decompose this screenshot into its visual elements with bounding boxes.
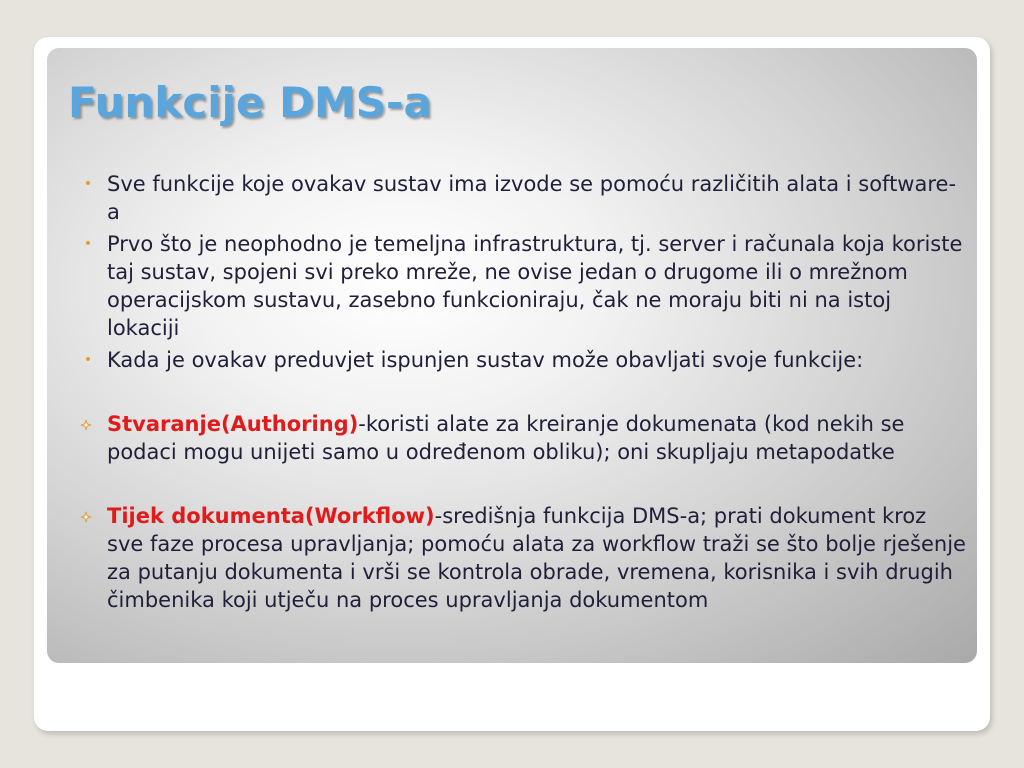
bullet-item — [107, 410, 967, 466]
dot-bullet-icon: • — [83, 176, 93, 192]
dot-bullet-icon: • — [83, 236, 93, 252]
bullet-text: -središnja funkcija DMS-a; prati dokument kroz sve faze procesa upravljanja; pomoću alata za workflow traži se što bolje rješenje za putanju dokumenta i vrši se kontrola obrade, vremena, korisnika i svih drugih čimbenika koji utječu na proces upravljanja dokumentom — [107, 504, 966, 612]
bullet-highlight: Tijek dokumenta(Workflow) — [107, 504, 435, 528]
slide-title: Funkcije DMS-a — [68, 78, 432, 127]
bullet-item — [83, 346, 967, 374]
bullet-item — [83, 230, 967, 342]
diamond-bullet-icon — [80, 511, 92, 523]
bullet-item — [83, 170, 967, 226]
dot-bullet-icon: • — [83, 352, 93, 368]
bullet-highlight: Stvaranje(Authoring) — [107, 412, 359, 436]
bullet-text: Kada je ovakav preduvjet ispunjen sustav može obavljati svoje funkcije: — [107, 348, 864, 372]
diamond-bullet-icon — [80, 419, 92, 431]
bullet-item — [107, 502, 967, 614]
bullet-text: -koristi alate za kreiranje dokumenata (kod nekih se podaci mogu unijeti samo u određenom obliku); oni skupljaju metapodatke — [107, 412, 905, 464]
bullet-text: Sve funkcije koje ovakav sustav ima izvode se pomoću različitih alata i software-a — [107, 172, 957, 224]
bullet-text: Prvo što je neophodno je temeljna infrastruktura, tj. server i računala koja koriste taj sustav, spojeni svi preko mreže, ne ovise jedan o drugome ili o mrežnom operacijskom sustavu, zasebno funkcioniraju, čak ne moraju biti ni na istoj lokaciji — [107, 232, 963, 340]
slide-content — [83, 170, 967, 614]
